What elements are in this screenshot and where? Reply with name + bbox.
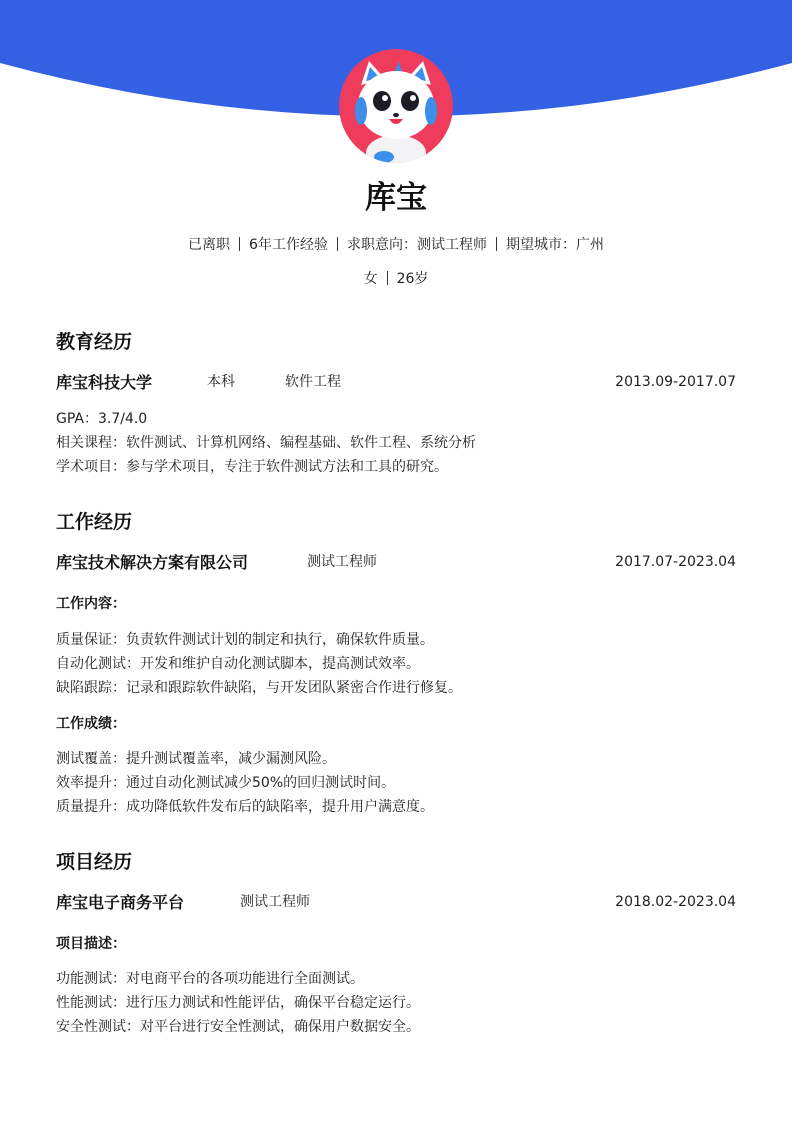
degree: 本科 [207, 374, 235, 390]
work-content-title: 工作内容： [56, 596, 126, 612]
education-details [56, 407, 476, 479]
status-text: 已离职 [188, 237, 231, 253]
list-item: 质量保证：负责软件测试计划的制定和执行，确保软件质量。 [56, 632, 434, 648]
list-item: 相关课程：软件测试、计算机网络、编程基础、软件工程、系统分析 [56, 435, 476, 451]
project-desc-title: 项目描述： [56, 936, 126, 952]
expected-city-text: 期望城市：广州 [505, 237, 604, 253]
list-item: 自动化测试：开发和维护自动化测试脚本，提高测试效率。 [56, 656, 420, 672]
candidate-name: 库宝 [365, 180, 427, 216]
gender-text: 女 [363, 271, 378, 287]
project-role: 测试工程师 [240, 894, 310, 910]
work-results-list [56, 747, 434, 819]
list-item: 测试覆盖：提升测试覆盖率，减少漏测风险。 [56, 751, 336, 767]
work-date: 2017.07-2023.04 [615, 554, 736, 570]
job-intention-text: 求职意向：测试工程师 [346, 237, 487, 253]
list-item: 性能测试：进行压力测试和性能评估，确保平台稳定运行。 [56, 995, 420, 1011]
age-text: 26岁 [396, 271, 429, 287]
experience-text: 6年工作经验 [249, 237, 328, 253]
education-date: 2013.09-2017.07 [615, 374, 736, 390]
work-role: 测试工程师 [307, 554, 377, 570]
major: 软件工程 [285, 374, 341, 390]
personal-line [0, 268, 792, 290]
project-desc-list [56, 967, 420, 1039]
list-item: 功能测试：对电商平台的各项功能进行全面测试。 [56, 971, 364, 987]
company-name: 库宝技术解决方案有限公司 [56, 553, 249, 572]
list-item: 安全性测试：对平台进行安全性测试，确保用户数据安全。 [56, 1019, 420, 1035]
education-section-title: 教育经历 [56, 331, 133, 353]
list-item: 缺陷跟踪：记录和跟踪软件缺陷，与开发团队紧密合作进行修复。 [56, 680, 462, 696]
project-date: 2018.02-2023.04 [615, 894, 736, 910]
status-line [0, 234, 792, 256]
work-content-list [56, 628, 462, 700]
school-name: 库宝科技大学 [56, 373, 153, 392]
project-name: 库宝电子商务平台 [56, 893, 185, 912]
cat-mascot-icon [339, 49, 453, 163]
list-item: 效率提升：通过自动化测试减少50%的回归测试时间。 [56, 775, 396, 791]
work-results-title: 工作成绩： [56, 716, 126, 732]
work-section-title: 工作经历 [56, 511, 133, 533]
list-item: GPA：3.7/4.0 [56, 411, 148, 427]
project-section-title: 项目经历 [56, 851, 133, 873]
list-item: 质量提升：成功降低软件发布后的缺陷率，提升用户满意度。 [56, 799, 434, 815]
avatar [339, 49, 453, 163]
list-item: 学术项目：参与学术项目，专注于软件测试方法和工具的研究。 [56, 459, 448, 475]
